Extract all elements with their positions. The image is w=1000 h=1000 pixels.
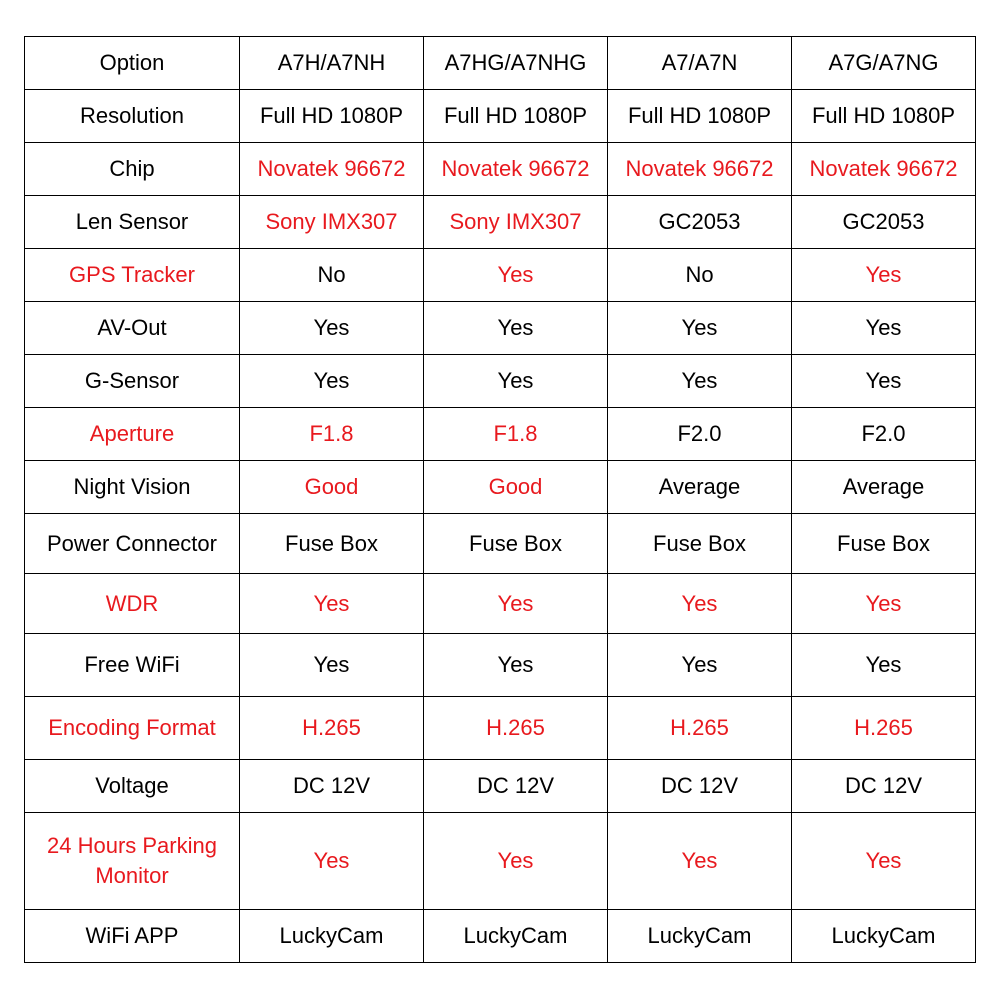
value-cell: F2.0 — [792, 408, 976, 461]
value-cell: No — [240, 249, 424, 302]
value-cell: Fuse Box — [608, 514, 792, 574]
table-row — [25, 574, 976, 634]
value-cell: F2.0 — [608, 408, 792, 461]
value-cell: Fuse Box — [240, 514, 424, 574]
row-label-cell: Night Vision — [25, 461, 240, 514]
value-cell: LuckyCam — [424, 910, 608, 963]
table-row — [25, 302, 976, 355]
row-label-cell: Encoding Format — [25, 697, 240, 760]
value-cell: DC 12V — [608, 760, 792, 813]
row-label-cell: Power Connector — [25, 514, 240, 574]
value-cell: Yes — [792, 574, 976, 634]
value-cell: Good — [424, 461, 608, 514]
row-label-cell: G-Sensor — [25, 355, 240, 408]
value-cell: Yes — [240, 634, 424, 697]
table-row — [25, 760, 976, 813]
value-cell: Yes — [424, 813, 608, 910]
row-label-cell: Len Sensor — [25, 196, 240, 249]
row-label-cell: Aperture — [25, 408, 240, 461]
value-cell: Good — [240, 461, 424, 514]
header-model-cell: A7/A7N — [608, 37, 792, 90]
value-cell: DC 12V — [240, 760, 424, 813]
value-cell: Yes — [240, 574, 424, 634]
table-row — [25, 196, 976, 249]
spec-comparison-table — [24, 36, 976, 963]
row-label-cell: 24 Hours Parking Monitor — [25, 813, 240, 910]
value-cell: Yes — [792, 249, 976, 302]
table-row — [25, 910, 976, 963]
row-label-cell: GPS Tracker — [25, 249, 240, 302]
value-cell: Novatek 96672 — [424, 143, 608, 196]
value-cell: GC2053 — [608, 196, 792, 249]
table-row — [25, 813, 976, 910]
row-label-cell: Resolution — [25, 90, 240, 143]
value-cell: LuckyCam — [608, 910, 792, 963]
value-cell: Full HD 1080P — [424, 90, 608, 143]
value-cell: Yes — [424, 249, 608, 302]
value-cell: Yes — [424, 634, 608, 697]
value-cell: Yes — [424, 355, 608, 408]
table-row — [25, 143, 976, 196]
value-cell: DC 12V — [424, 760, 608, 813]
value-cell: GC2053 — [792, 196, 976, 249]
header-model-cell: A7G/A7NG — [792, 37, 976, 90]
value-cell: LuckyCam — [792, 910, 976, 963]
row-label-cell: WiFi APP — [25, 910, 240, 963]
value-cell: LuckyCam — [240, 910, 424, 963]
table-row — [25, 408, 976, 461]
table-row — [25, 249, 976, 302]
table-row — [25, 514, 976, 574]
value-cell: Average — [608, 461, 792, 514]
value-cell: F1.8 — [240, 408, 424, 461]
value-cell: Full HD 1080P — [792, 90, 976, 143]
value-cell: Fuse Box — [792, 514, 976, 574]
table-row — [25, 355, 976, 408]
value-cell: Yes — [792, 813, 976, 910]
value-cell: No — [608, 249, 792, 302]
value-cell: Yes — [240, 302, 424, 355]
value-cell: Average — [792, 461, 976, 514]
value-cell: Yes — [424, 302, 608, 355]
row-label-cell: Voltage — [25, 760, 240, 813]
value-cell: Yes — [424, 574, 608, 634]
table-row — [25, 697, 976, 760]
row-label-cell: AV-Out — [25, 302, 240, 355]
value-cell: Sony IMX307 — [240, 196, 424, 249]
value-cell: Sony IMX307 — [424, 196, 608, 249]
row-label-cell: WDR — [25, 574, 240, 634]
header-model-cell: A7HG/A7NHG — [424, 37, 608, 90]
table-row — [25, 461, 976, 514]
value-cell: Yes — [240, 813, 424, 910]
value-cell: Yes — [240, 355, 424, 408]
value-cell: Novatek 96672 — [240, 143, 424, 196]
header-row — [25, 37, 976, 90]
table-row — [25, 90, 976, 143]
value-cell: DC 12V — [792, 760, 976, 813]
value-cell: Yes — [608, 302, 792, 355]
value-cell: Yes — [608, 574, 792, 634]
value-cell: Yes — [792, 302, 976, 355]
header-model-cell: A7H/A7NH — [240, 37, 424, 90]
value-cell: Yes — [608, 634, 792, 697]
row-label-cell: Chip — [25, 143, 240, 196]
value-cell: Full HD 1080P — [240, 90, 424, 143]
value-cell: Fuse Box — [424, 514, 608, 574]
value-cell: H.265 — [608, 697, 792, 760]
value-cell: Yes — [608, 355, 792, 408]
value-cell: Yes — [792, 634, 976, 697]
row-label-cell: Free WiFi — [25, 634, 240, 697]
value-cell: Yes — [792, 355, 976, 408]
value-cell: F1.8 — [424, 408, 608, 461]
header-option-cell: Option — [25, 37, 240, 90]
value-cell: Novatek 96672 — [792, 143, 976, 196]
value-cell: H.265 — [424, 697, 608, 760]
value-cell: Yes — [608, 813, 792, 910]
table-row — [25, 634, 976, 697]
value-cell: H.265 — [240, 697, 424, 760]
value-cell: Novatek 96672 — [608, 143, 792, 196]
value-cell: Full HD 1080P — [608, 90, 792, 143]
value-cell: H.265 — [792, 697, 976, 760]
